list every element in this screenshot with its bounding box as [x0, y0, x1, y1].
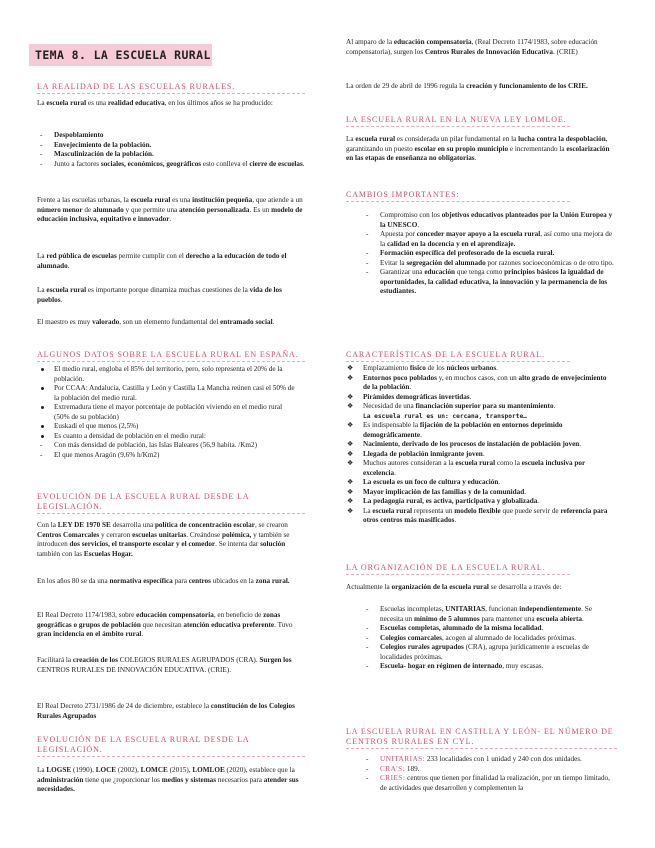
- list-item: [363, 774, 616, 793]
- bold-text: escuela rural: [355, 135, 396, 143]
- bold-text: Escuela- hogar en régimen de internado: [380, 662, 503, 670]
- list-item: ❖ La escuela es un foco de cultura y educación.: [346, 478, 608, 488]
- bold-text: calidad en la docencia y en el aprendizaje.: [386, 239, 516, 248]
- section-heading-cambios: CAMBIOS IMPORTANTES:: [346, 190, 570, 202]
- bold-text: Escuelas Hogar.: [83, 549, 133, 558]
- bold-text: escuela inclusiva por excelencia: [363, 459, 586, 477]
- paragraph-cra: Facilitará la creación de los COLEGIOS RURALES AGRUPADOS (CRA). Surgen los CENTROS RURALES DE INNOVACIÓN EDUCATIVA. (CRIE).: [37, 656, 292, 674]
- bold-text: lucha contra la despoblación: [518, 135, 606, 143]
- term-text: 189.: [405, 764, 420, 773]
- list-item: - El que menos Aragón (9,6% h/Km2): [37, 451, 297, 461]
- paragraph-orden-1996: La orden de 29 de abril de 1996 regula la creación y funcionamiento de los CRIE.: [346, 82, 588, 90]
- bold-text: LEY DE 1970 SE: [57, 521, 111, 529]
- bold-text: LOGSE: [46, 766, 72, 774]
- section-heading-lomloe: LA ESCUELA RURAL EN LA NUEVA LEY LOMLOE.: [346, 115, 570, 127]
- term-label: UNITARIAS:: [380, 755, 426, 763]
- bold-text: alumnado: [92, 205, 124, 214]
- list-item: El medio rural, engloba el 85% del territorio, pero, solo representa el 20% de la población.: [37, 365, 297, 384]
- section-heading-evolucion-1: EVOLUCIÓN DE LA ESCUELA RURAL DESDE LA LEGISLACIÓN.: [37, 492, 305, 514]
- list-item: [363, 765, 616, 775]
- paragraph-compensatoria: Al amparo de la educación compensatoria, (Real Decreto 1174/1983, sobre educación compensatoria), surgen los Centros Rurales de Innovación Educativa. (CRIE): [346, 38, 598, 56]
- bold-text: valorado: [92, 318, 120, 326]
- list-item: Por CCAA: Andalucía, Castilla y León y Castilla La Mancha reúnen casi el 50% de la población del medio rural.: [37, 384, 297, 403]
- list-item: - Colegios rurales agrupados (CRA), agrupa jurídicamente a escuelas de localidades próximas.: [363, 643, 616, 662]
- bold-text: zonas geográficas o grupos de población: [37, 611, 281, 629]
- bold-text: escuelas unitarias: [132, 530, 187, 539]
- paragraph-organizacion: Actualmente la organización de la escuela rural se desarrolla a través de:: [346, 583, 562, 591]
- list-item: - Evitar la segregación del alumnado por razones socioeconómicas o de otro tipo.: [363, 259, 616, 269]
- bold-text: Pirámides demográficas invertidas: [363, 392, 470, 401]
- term-text: centros que tienen por finalidad la realización, por un tiempo limitado, de actividades que desarrollen y complementen la: [380, 774, 610, 792]
- bold-text: vida de los pueblos: [37, 286, 282, 304]
- bold-text: Masculinización de la población.: [54, 150, 154, 158]
- list-castilla-leon: [363, 755, 616, 793]
- bold-text: escolar en su propio municipio: [414, 144, 509, 153]
- bold-text: educación: [424, 268, 456, 276]
- bold-text: dos servicios, el transporte escolar y el comedor: [69, 540, 216, 548]
- paragraph-anos-80: En los años 80 se da una normativa específica para centros ubicados en la zona rural.: [37, 577, 290, 585]
- bold-text: escuela rural: [46, 286, 87, 294]
- list-item: - Garantizar una educación que tenga como principios básicos la igualdad de oportunidades, la calidad educativa, la innovación y la permanencia de los estudiantes.: [363, 268, 616, 297]
- bold-text: normativa específica: [109, 577, 173, 585]
- list-item: Euskadi el que menos (2,5%): [37, 422, 297, 432]
- paragraph-leyes: La LOGSE (1990), LOCE (2002), LOMCE (2015), LOMLOE (2020), establece que la administración tiene que ¿roporcionar los medios y sistemas necesarios para atender sus necesidades.: [37, 766, 299, 793]
- bold-text: mínimo de 5 alumnos: [413, 614, 480, 623]
- bold-text: Llegada de población inmigrante joven: [363, 449, 483, 458]
- bold-text: segregación del alumnado: [406, 258, 486, 267]
- bold-text: modelo flexible: [454, 506, 501, 515]
- list-item: [346, 402, 608, 421]
- bold-text: conceder mayor apoyo a la escuela rural: [416, 230, 541, 238]
- list-item: - Con más densidad de población, las Islas Baleares (56,9 habita. /Km2): [37, 441, 297, 451]
- list-item: - Compromiso con los objetivos educativos planteados por la Unión Europea y la UNESCO.: [363, 211, 616, 230]
- bold-text: modelo de educación inclusiva, equitativo e innovador: [37, 205, 303, 223]
- list-item: ❖ Muchos autores consideran a la escuela rural como la escuela inclusiva por excelencia.: [346, 459, 608, 478]
- bold-text: escuela rural: [46, 99, 87, 107]
- bold-text: fijación de la población en entornos deprimido demográficamente: [363, 421, 563, 439]
- bold-text: alto grado de envejecimiento de la población: [363, 373, 607, 391]
- paragraph-lomloe: La escuela rural es considerada un pilar fundamental en la lucha contra la despoblación, garantizando un puesto escolar en su propio municipio e incrementando la escolarización en las etapas de enseñanza no obligatorias.: [346, 135, 610, 162]
- bold-text: LOCE: [95, 766, 117, 774]
- bold-text: objetivos educativos planteados por la Unión Europea y la UNESCO: [380, 211, 613, 229]
- paragraph-rd-2731: El Real Decreto 2731/1986 de 24 de diciembre, establece la constitución de los Colegios Rurales Agrupados: [37, 702, 295, 720]
- bold-text: cierre de escuelas: [249, 159, 303, 168]
- bold-text: principios básicos la igualdad de oportunidades, la calidad educativa, la innovación y la permanencia de los estudiantes.: [380, 268, 608, 295]
- section-heading-realidad: LA REALIDAD DE LAS ESCUELAS RURALES.: [37, 82, 305, 94]
- paragraph-rd-1174: El Real Decreto 1174/1983, sobre educación compensatoria, en beneficio de zonas geográficas o grupos de población que necesitan atención educativa preferente. Tuvo gran incidencia en el ámbito rural.: [37, 611, 293, 638]
- bold-text: Colegios comarcales: [380, 633, 442, 642]
- list-item: - Colegios comarcales, acogen al alumnado de localidades próximas.: [363, 634, 616, 644]
- paragraph-red-publica: La red pública de escuelas permite cumplir con el derecho a la educación de todo el alumnado.: [37, 252, 287, 270]
- bold-text: financiación superior para su mantenimiento: [415, 402, 554, 410]
- list-item: ❖ Nacimiento, derivado de los procesos de instalación de población joven.: [346, 440, 608, 450]
- bold-text: gran incidencia en el ámbito rural: [37, 630, 142, 638]
- list-item: ❖ Llegada de población inmigrante joven.: [346, 450, 608, 460]
- bold-text: administración: [37, 775, 84, 784]
- bold-text: atención personalizada: [179, 205, 250, 214]
- bold-text: polémica,: [222, 530, 252, 539]
- bold-text: Nacimiento, derivado de los procesos de instalación de población joven: [363, 440, 580, 448]
- bold-text: entramado social: [220, 318, 273, 326]
- bold-text: Surgen los: [257, 656, 292, 664]
- list-item: ❖ Mayor implicación de las familias y de la comunidad.: [346, 488, 608, 498]
- section-heading-evolucion-2: EVOLUCIÓN DE LA ESCUELA RURAL DESDE LA LEGISLACIÓN.: [37, 735, 305, 757]
- list-item: ❖ Es indispensable la fijación de la población en entornos deprimido demográficamente.: [346, 421, 608, 440]
- bold-text: constitución de los Colegios Rurales Agrupados: [37, 702, 295, 720]
- section-heading-castilla-leon: LA ESCUELA RURAL EN CASTILLA Y LEÓN- EL NÚMERO DE CENTROS RURALES EN CYL.: [346, 727, 617, 749]
- list-caracteristicas: [346, 364, 608, 526]
- list-cambios: [363, 211, 616, 297]
- list-item: [363, 249, 616, 259]
- list-item: [37, 141, 305, 151]
- bold-text: independientemente: [519, 605, 582, 613]
- bold-text: Envejecimiento de la población.: [54, 140, 152, 149]
- bold-text: educación compensatoria: [136, 611, 214, 619]
- bold-text: núcleos urbanos: [446, 364, 497, 372]
- list-factores: [37, 131, 305, 169]
- paragraph-ley-1970: Con la LEY DE 1970 SE desarrolla una política de concentración escolar, se crearon Centros Comarcales y cerraron escuelas unitarias. Creándose polémica, y también se introducen dos servicios, el transporte escolar y el comedor. Se intenta dar solución también con las Escuelas Hogar.: [37, 521, 290, 558]
- list-item: - Escuelas incompletas, UNITARIAS, funcionan independientemente. Se necesita un mínimo de 5 alumnos para mantener una escuela abierta.: [363, 605, 616, 624]
- term-text: 233 localidades con 1 unidad y 240 con dos unidades.: [425, 755, 582, 763]
- term-label: CRA'S:: [380, 764, 406, 773]
- bold-text: Mayor implicación de las familias y de la comunidad: [363, 487, 525, 496]
- list-item: [37, 150, 305, 160]
- bold-text: escuela rural: [130, 196, 171, 204]
- section-heading-datos: ALGUNOS DATOS SOBRE LA ESCUELA RURAL EN ESPAÑA.: [37, 350, 305, 362]
- bold-text: institución pequeña: [192, 196, 253, 204]
- list-item: [37, 131, 305, 141]
- bold-text: solución: [260, 540, 286, 548]
- paragraph-maestro: El maestro es muy valorado, son un elemento fundamental del entramado social.: [37, 318, 275, 326]
- bold-text: LOMCE: [140, 766, 168, 774]
- list-item: [363, 755, 616, 765]
- list-item: ❖ La pedagogía rural, es activa, participativa y globalizada.: [346, 497, 608, 507]
- bold-text: educación compensatoria: [393, 38, 472, 46]
- list-item: Es cuanto a densidad de población en el medio rural:: [37, 432, 297, 442]
- list-item-text: Necesidad de una financiación superior para su mantenimiento.: [363, 402, 556, 410]
- bold-text: escuela abierta: [536, 614, 583, 623]
- section-heading-organizacion: LA ORGANIZACIÓN DE LA ESCUELA RURAL.: [346, 563, 570, 575]
- list-item: ❖ La escuela rural representa un modelo flexible que puede servir de referencia para otros centros más masificados.: [346, 507, 608, 526]
- bold-text: LOMLOE: [192, 766, 225, 774]
- bold-text: UNITARIAS: [445, 605, 486, 613]
- bold-text: medios y sistemas: [161, 775, 217, 784]
- list-item: - Escuela- hogar en régimen de internado, muy escasas.: [363, 662, 616, 672]
- bold-text: creación de los: [72, 656, 120, 664]
- bold-text: número menor: [37, 205, 83, 214]
- bold-text: Formación específica del profesorado de la escuela rural.: [380, 249, 555, 257]
- paragraph-intro: La escuela rural es una realidad educativa, en los últimos años se ha producido:: [37, 99, 273, 107]
- paragraph-dinamiza: La escuela rural es importante porque dinamiza muchas cuestiones de la vida de los pueblos.: [37, 286, 282, 304]
- page-title: TEMA 8. LA ESCUELA RURAL: [29, 44, 212, 66]
- bold-text: físico: [409, 364, 426, 372]
- list-item: ❖ Entornos poco poblados y, en muchos casos, con un alto grado de envejecimiento de la población.: [346, 374, 608, 393]
- bold-text: centros: [188, 577, 211, 585]
- bold-text: La pedagogía rural, es activa, participativa y globalizada: [363, 497, 538, 505]
- term-label: CRIES:: [380, 774, 406, 782]
- bold-text: escuela rural: [372, 506, 413, 515]
- bold-text: Centros Rurales de Innovación Educativa: [424, 47, 553, 56]
- list-item: - Junto a factores sociales, económicos, geográficos esto conlleva el cierre de escuelas.: [37, 160, 305, 170]
- bold-text: sociales, económicos, geográficos: [100, 159, 202, 168]
- list-datos: [37, 365, 297, 460]
- handwritten-note: La escuela rural es un: cercana, transporte…: [363, 412, 527, 420]
- bold-text: organización de la escuela rural: [391, 583, 489, 591]
- list-item: - Escuelas completas, alumnado de la misma localidad.: [363, 624, 616, 634]
- bold-text: red pública de escuelas: [46, 252, 117, 260]
- bold-text: derecho a la educación de todo el alumnado: [37, 252, 287, 270]
- bold-text: atención educativa preferente: [183, 620, 275, 629]
- section-heading-caracteristicas: CARACTERÍSTICAS DE LA ESCUELA RURAL.: [346, 350, 570, 362]
- list-organizacion: [363, 605, 616, 672]
- list-item: - Apuesta por conceder mayor apoyo a la escuela rural, así como una mejora de la calidad en la docencia y en el aprendizaje.: [363, 230, 616, 249]
- bold-text: realidad educativa: [107, 99, 165, 107]
- bold-text: Colegios rurales agrupados: [380, 643, 464, 651]
- bold-text: zona rural.: [255, 577, 290, 585]
- list-item: Extremadura tiene el mayor porcentaje de población viviendo en el medio rural (50% de su población): [37, 403, 297, 422]
- bold-text: Escuelas completas, alumnado de la misma localidad: [380, 624, 542, 632]
- bold-text: política de concentración escolar: [154, 521, 255, 529]
- bold-text: referencia para otros centros más masificados: [363, 506, 608, 524]
- bold-text: Entornos poco poblados: [363, 373, 437, 382]
- bold-text: escolarización en las etapas de enseñanza no obligatorias: [346, 144, 610, 162]
- bold-text: creación y funcionamiento de los CRIE.: [466, 82, 588, 90]
- list-item: ❖ Emplazamiento físico de los núcleos urbanos.: [346, 364, 608, 374]
- bold-text: atender sus necesidades.: [37, 775, 299, 793]
- bold-text: escuela rural: [455, 459, 496, 467]
- bold-text: La escuela es un foco de cultura y educación: [363, 478, 499, 486]
- list-item: ❖ Pirámides demográficas invertidas.: [346, 393, 608, 403]
- bold-text: Centros Comarcales: [37, 530, 100, 539]
- bold-text: Despoblamiento: [54, 131, 104, 139]
- paragraph-institucion: Frente a las escuelas urbanas, la escuela rural es una institución pequeña, que atiende a un número menor de alumnado y que permite una atención personalizada. Es un modelo de educación inclusiva, equitativo e innovador.: [37, 196, 303, 223]
